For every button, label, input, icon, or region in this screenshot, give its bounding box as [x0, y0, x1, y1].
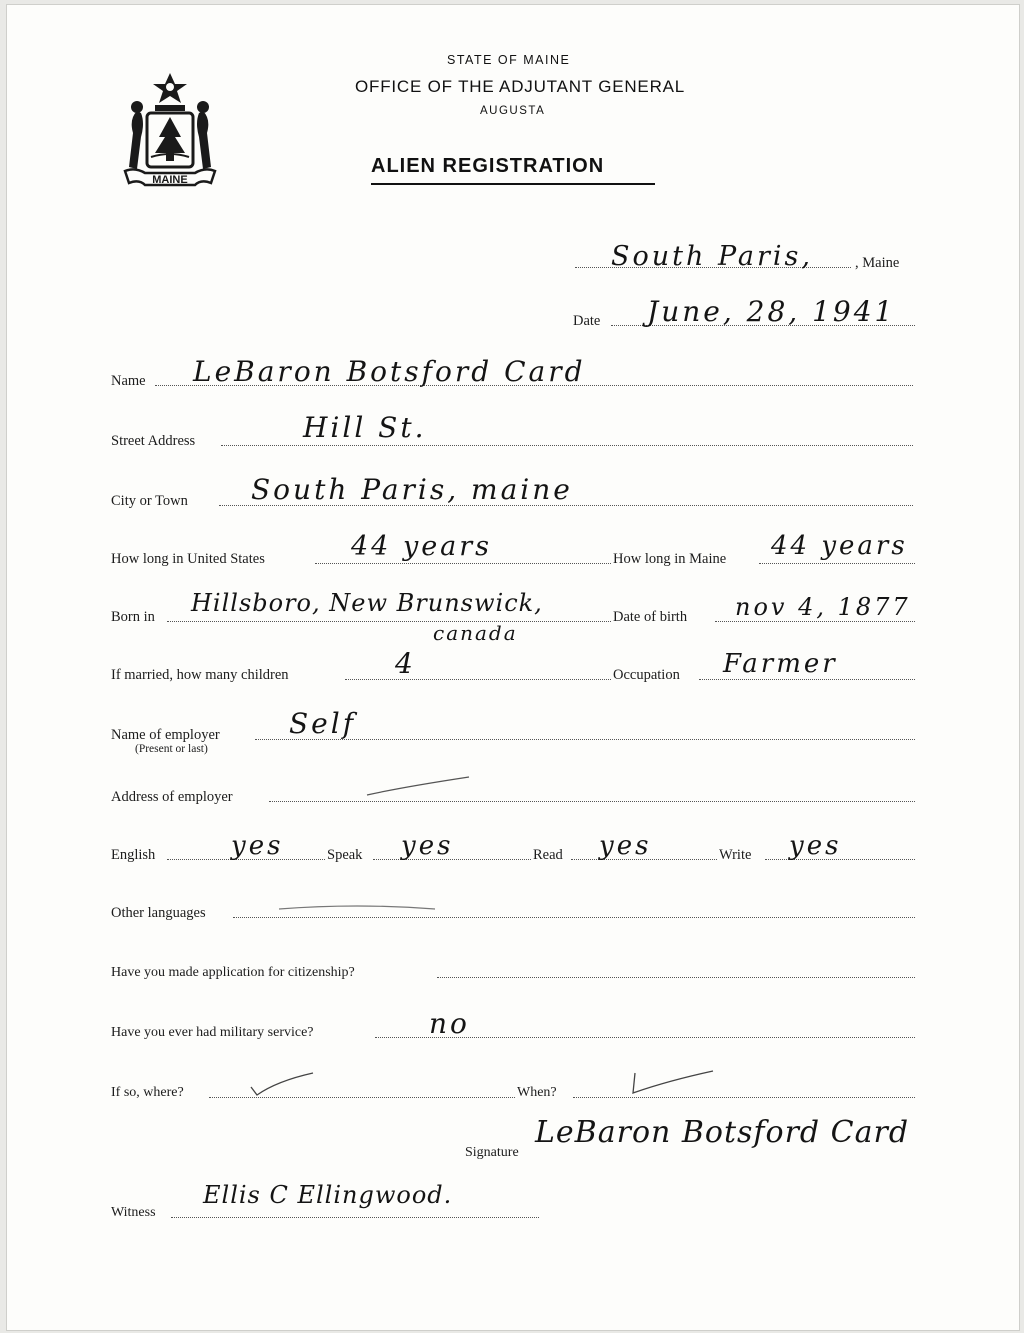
speak-value: yes: [401, 831, 454, 861]
english-label: English: [111, 847, 156, 863]
children-value: 4: [395, 647, 416, 680]
title-underline: [371, 183, 655, 185]
form-title: ALIEN REGISTRATION: [371, 155, 605, 177]
birth-date-label: Date of birth: [613, 609, 688, 625]
svg-text:MAINE: MAINE: [152, 174, 188, 186]
when-label: When?: [517, 1085, 557, 1100]
blank-dash-mark: [363, 773, 473, 801]
signature-label: Signature: [465, 1145, 519, 1160]
street-label: Street Address: [111, 433, 196, 449]
children-label: If married, how many children: [111, 667, 289, 683]
blank-dash-mark: [277, 901, 437, 915]
english-value: yes: [231, 831, 284, 861]
read-value: yes: [599, 831, 652, 861]
military-value: no: [429, 1007, 470, 1040]
street-value: Hill St.: [303, 411, 427, 444]
state-heading: STATE OF MAINE: [447, 53, 571, 67]
employer-address-label: Address of employer: [111, 789, 233, 805]
years-us-value: 44 years: [351, 531, 493, 562]
employer-value: Self: [289, 707, 357, 740]
other-languages-label: Other languages: [111, 905, 206, 921]
city-label: City or Town: [111, 493, 188, 509]
signature-value: LeBaron Botsford Card: [535, 1115, 910, 1150]
name-value: LeBaron Botsford Card: [193, 355, 586, 388]
where-label: If so, where?: [111, 1085, 184, 1100]
place-suffix: , Maine: [855, 255, 900, 271]
citizenship-label: Have you made application for citizenship?: [111, 965, 355, 980]
years-maine-label: How long in Maine: [613, 551, 727, 567]
city-value: South Paris, maine: [251, 473, 573, 506]
birth-date-value: nov 4, 1877: [735, 593, 911, 621]
occupation-value: Farmer: [723, 649, 838, 679]
state-seal-icon: [115, 71, 225, 197]
write-label: Write: [719, 847, 752, 863]
military-label: Have you ever had military service?: [111, 1025, 314, 1040]
date-label: Date: [573, 313, 601, 329]
witness-value: Ellis C Ellingwood.: [203, 1181, 453, 1209]
witness-label: Witness: [111, 1205, 156, 1220]
speak-label: Speak: [327, 847, 363, 863]
born-in-label: Born in: [111, 609, 155, 625]
employer-label: Name of employer: [111, 727, 220, 743]
date-value: June, 28, 1941: [647, 295, 896, 328]
occupation-label: Occupation: [613, 667, 680, 683]
years-maine-value: 44 years: [771, 531, 908, 561]
blank-check-mark: [627, 1067, 717, 1099]
registration-form: [6, 4, 1020, 1331]
place-value: South Paris,: [611, 241, 813, 272]
city-heading: AUGUSTA: [480, 105, 546, 117]
born-in-value: Hillsboro, New Brunswick,: [191, 589, 543, 617]
years-us-label: How long in United States: [111, 551, 265, 567]
read-label: Read: [533, 847, 563, 863]
write-value: yes: [789, 831, 842, 861]
blank-check-mark: [247, 1069, 317, 1099]
office-heading: OFFICE OF THE ADJUTANT GENERAL: [355, 77, 686, 96]
name-label: Name: [111, 373, 146, 389]
born-in-country: canada: [433, 621, 518, 645]
employer-sublabel: (Present or last): [135, 743, 208, 755]
